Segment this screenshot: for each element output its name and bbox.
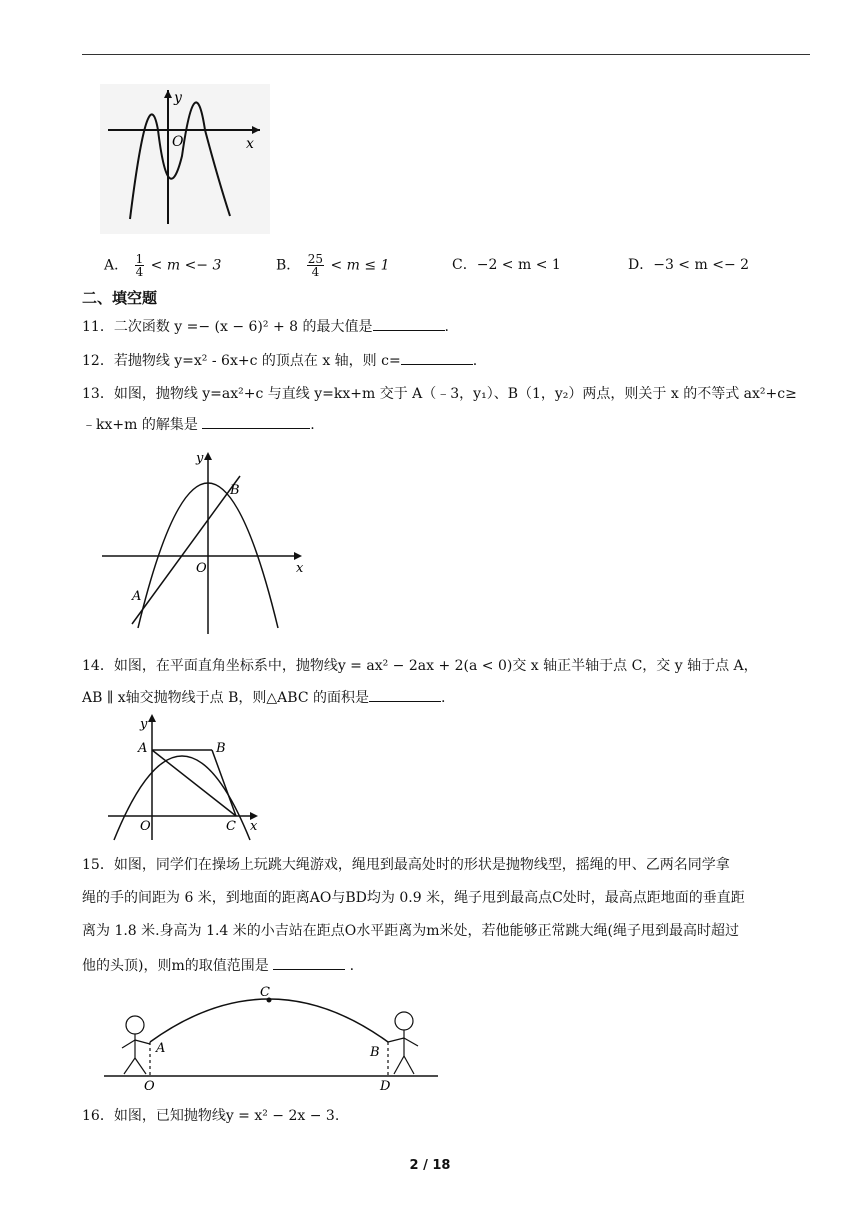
figure-q10-graph xyxy=(100,84,270,234)
choice-a-numerator: 1 xyxy=(135,252,144,266)
question-15-line1: 15．如图，同学们在操场上玩跳大绳游戏，绳甩到最高处时的形状是抛物线型，摇绳的甲、乙两名同学拿 xyxy=(82,857,730,873)
choice-b-label: B． xyxy=(276,257,301,274)
question-11 xyxy=(82,316,449,337)
q12-answer-blank xyxy=(401,350,473,365)
question-16: 16．如图，已知抛物线y = x² − 2x − 3. xyxy=(82,1108,340,1124)
fig13-y-label: y xyxy=(196,451,204,466)
question-15-line4 xyxy=(82,955,354,976)
q14-answer-blank xyxy=(369,687,441,702)
q15-end: . xyxy=(349,958,355,974)
q12-text: 12．若抛物线 y=x² - 6x+c 的顶点在 x 轴，则 c= xyxy=(82,353,401,369)
question-15-line2: 绳的手的间距为 6 米，到地面的距离AO与BD均为 0.9 米，绳子甩到最高点C处时，最高点距地面的垂直距 xyxy=(82,890,745,906)
page-number: 2 / 18 xyxy=(409,1158,451,1173)
section-title-fill-in: 二、填空题 xyxy=(82,289,158,307)
fig13-point-b-label: B xyxy=(230,483,240,498)
choice-b-inequality: < m ≤ 1 xyxy=(330,257,390,274)
figure-q13-graph xyxy=(100,448,320,636)
choice-a-fraction xyxy=(135,253,145,278)
fig15-point-c-label: C xyxy=(260,986,270,1000)
fig13-x-label: x xyxy=(296,561,304,576)
q12-end: . xyxy=(472,353,478,369)
q14-end: . xyxy=(441,690,446,706)
choice-a-label: A． xyxy=(104,257,129,274)
q14-text-line2: AB ∥ x轴交抛物线于点 B，则△ABC 的面积是 xyxy=(82,690,369,706)
header-rule xyxy=(82,54,810,55)
fig14-x-label: x xyxy=(250,819,258,834)
q15-answer-blank xyxy=(273,955,345,970)
q11-end: . xyxy=(444,319,449,335)
choice-c: C．−2 < m < 1 xyxy=(452,257,561,273)
choice-b-numerator: 25 xyxy=(307,252,324,266)
fig14-point-a-label: A xyxy=(138,741,148,756)
fig15-point-o-label: O xyxy=(144,1079,155,1090)
q13-text-line2: ﹣kx+m 的解集是 xyxy=(82,417,198,433)
question-13-line1: 13．如图，抛物线 y=ax²+c 与直线 y=kx+m 交于 A（﹣3，y₁）、B（1，y₂）两点，则关于 x 的不等式 ax²+c≥ xyxy=(82,386,797,402)
choice-a-inequality: < m <− 3 xyxy=(150,257,222,274)
fig13-origin-label: O xyxy=(196,561,207,576)
choice-b-fraction xyxy=(307,253,324,278)
fig10-x-label: x xyxy=(246,136,254,152)
fig15-point-a-label: A xyxy=(156,1041,166,1056)
question-14-line2 xyxy=(82,687,445,708)
q11-answer-blank xyxy=(373,316,445,331)
question-13-line2 xyxy=(82,414,315,435)
fig14-point-b-label: B xyxy=(216,741,226,756)
q13-answer-blank xyxy=(202,414,310,429)
fig15-point-d-label: D xyxy=(380,1079,391,1090)
choice-b xyxy=(276,253,389,278)
q11-text: 11．二次函数 y =− (x − 6)² + 8 的最大值是 xyxy=(82,319,373,335)
choice-a-denominator: 4 xyxy=(135,265,144,279)
fig14-origin-label: O xyxy=(140,819,151,834)
fig15-point-b-label: B xyxy=(370,1045,380,1060)
choice-d: D．−3 < m <− 2 xyxy=(628,257,750,273)
choice-a xyxy=(104,253,221,278)
question-12 xyxy=(82,350,477,371)
figure-q14-graph xyxy=(104,712,264,842)
figure-q15-jump-rope xyxy=(102,986,442,1090)
question-14-line1: 14．如图，在平面直角坐标系中，抛物线y = ax² − 2ax + 2(a < 0)交 x 轴正半轴于点 C，交 y 轴于点 A， xyxy=(82,658,758,674)
q15-text-line4: 他的头顶)，则m的取值范围是 xyxy=(82,958,269,974)
fig14-y-label: y xyxy=(140,717,148,732)
fig14-point-c-label: C xyxy=(226,819,236,834)
fig10-y-label: y xyxy=(174,90,182,106)
q13-end: . xyxy=(310,417,315,433)
fig10-origin-label: O xyxy=(172,134,184,150)
choice-b-denominator: 4 xyxy=(311,265,320,279)
fig13-point-a-label: A xyxy=(132,589,142,604)
question-15-line3: 离为 1.8 米.身高为 1.4 米的小吉站在距点O水平距离为m米处，若他能够正常跳大绳(绳子甩到最高时超过 xyxy=(82,923,739,939)
